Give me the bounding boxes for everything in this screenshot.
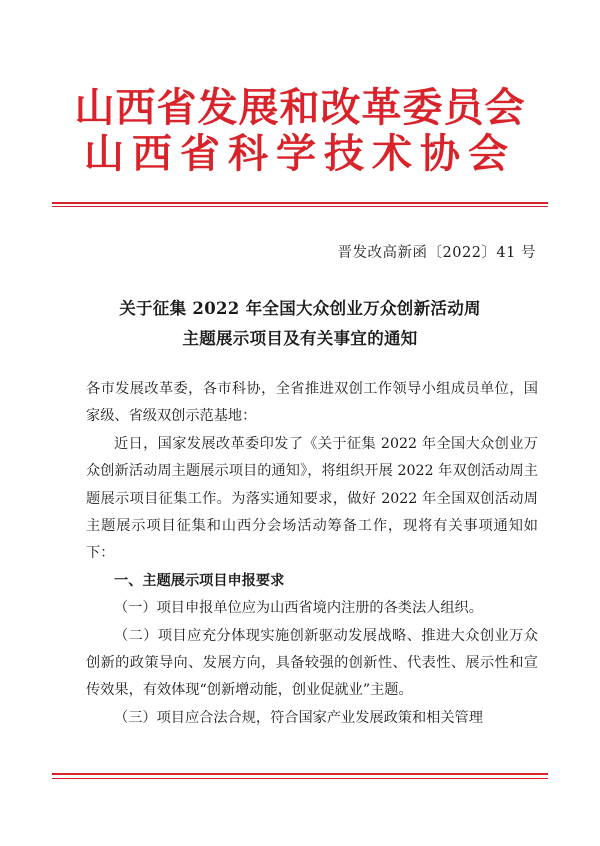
document-body <box>86 376 538 732</box>
intro-paragraph: 近日，国家发展改革委印发了《关于征集 2022 年全国大众创业万众创新活动周主题展示项目的通知》，将组织开展 2022 年双创活动周主题展示项目征集工作。为落实通知要求，做好 2022 年全国双创活动周主题展示项目征集和山西分会场活动筹备工作，现将有关事项通知如下： <box>86 435 538 562</box>
list-item: （二）项目应充分体现实施创新驱动发展战略、推进大众创业万众创新的政策导向、发展方向，具备较强的创新性、代表性、展示性和宣传效果，有效体现“创新增动能，创业促就业”主题。 <box>86 627 538 699</box>
footer-divider-thick <box>52 773 548 775</box>
document-number: 晋发改高新函〔2022〕41 号 <box>337 245 536 261</box>
header-divider-thick <box>52 202 548 204</box>
document-title-line1: 关于征集 2022 年全国大众创业万众创新活动周 <box>119 299 481 318</box>
issuer-line-development-reform-commission: 山西省发展和改革委员会 <box>74 84 526 131</box>
list-item: （一）项目申报单位应为山西省境内注册的各类法人组织。 <box>114 600 483 617</box>
list-item: （三）项目应合法合规，符合国家产业发展政策和相关管理 <box>114 709 483 726</box>
document-title-line2: 主题展示项目及有关事宜的通知 <box>182 329 418 348</box>
header-divider-thin <box>52 206 548 207</box>
issuer-line-science-technology-association: 山西省科学技术协会 <box>84 130 516 177</box>
section-heading: 一、主题展示项目申报要求 <box>114 572 285 589</box>
salutation: 各市发展改革委，各市科协，全省推进双创工作领导小组成员单位，国家级、省级双创示范基地： <box>86 381 538 425</box>
footer-divider-thin <box>52 778 548 779</box>
